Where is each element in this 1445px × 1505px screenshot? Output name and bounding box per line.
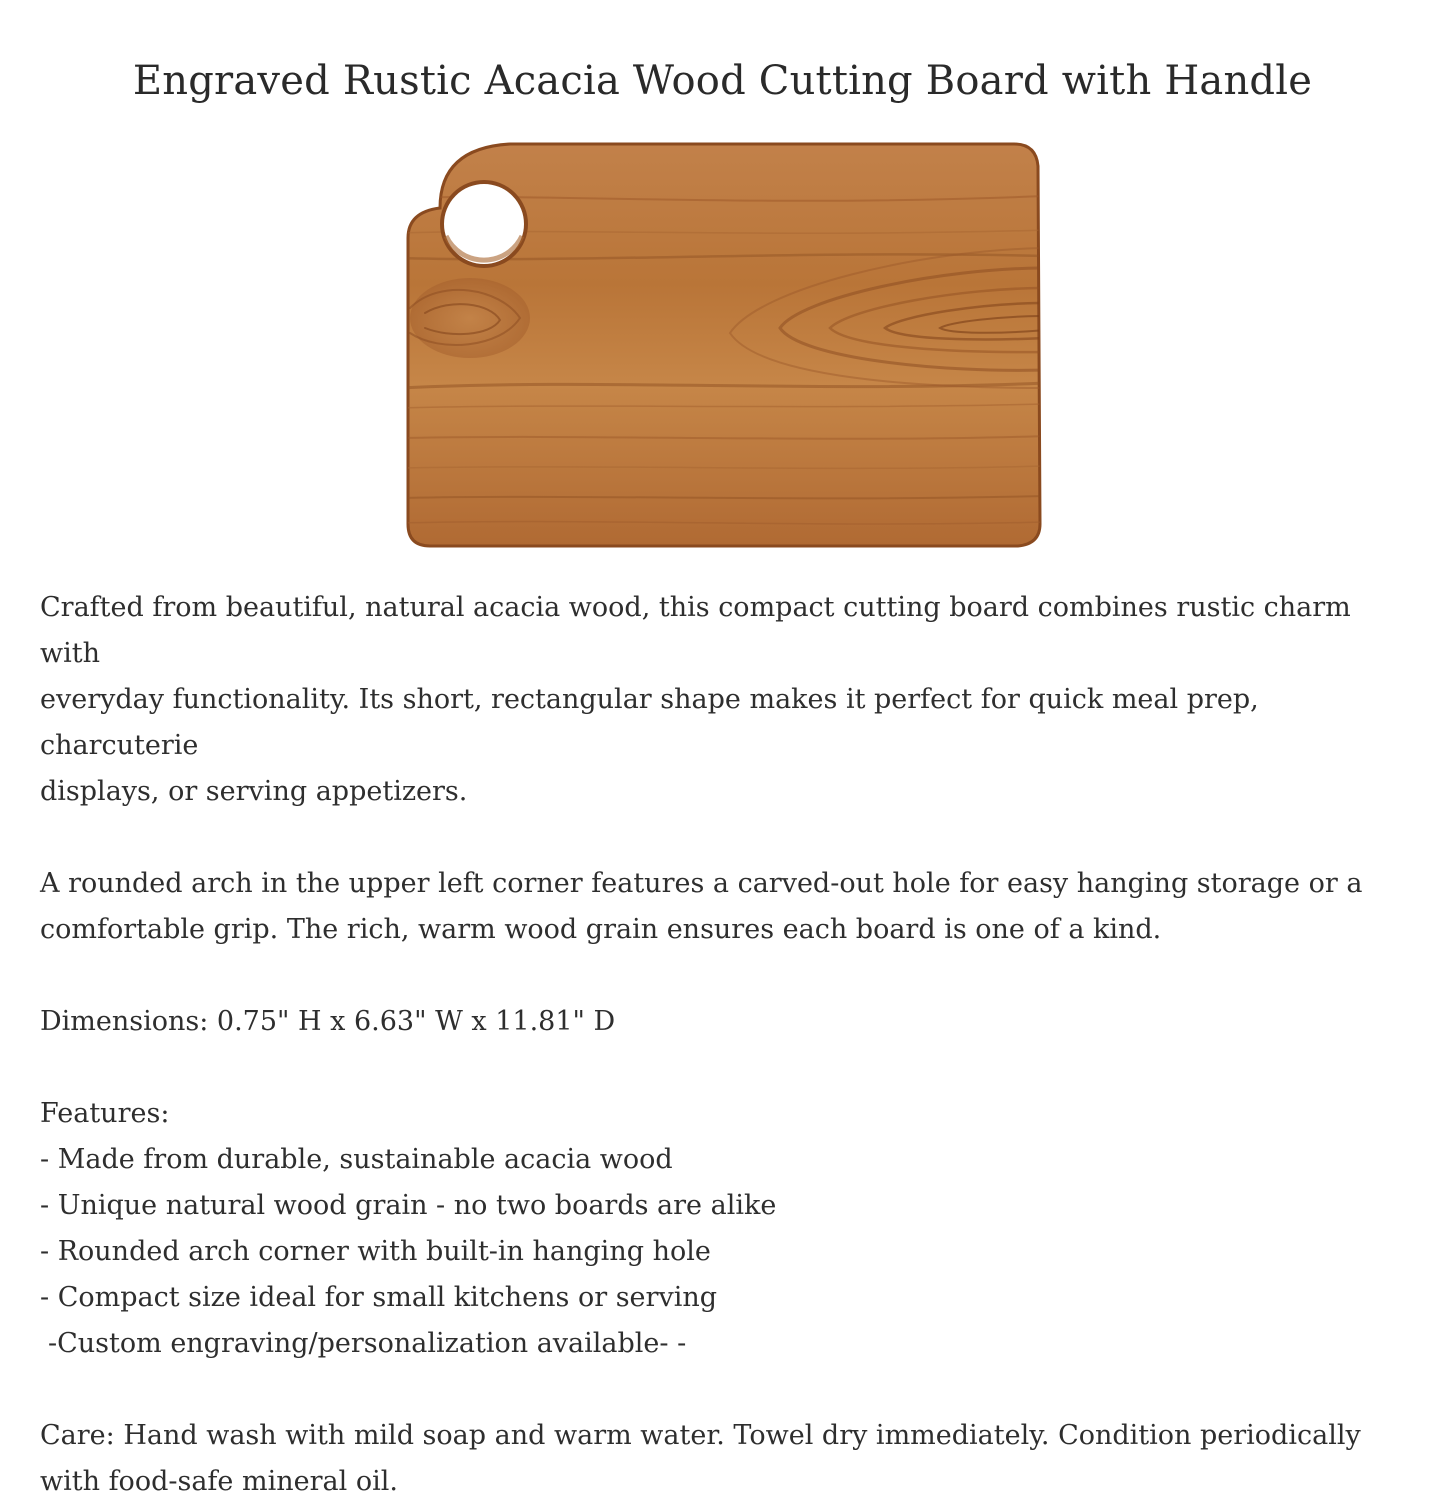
paragraph-spacer [40,953,1410,999]
description-line: A rounded arch in the upper left corner features a carved-out hole for easy hanging storage or a [40,868,1363,899]
care-text: Care: Hand wash with mild soap and warm water. Towel dry immediately. Condition periodically [40,1420,1361,1451]
hanging-hole [442,182,526,266]
dimensions-text: Dimensions: 0.75" H x 6.63" W x 11.81" D [40,1006,616,1037]
paragraph-spacer [40,1045,1410,1091]
description-line: Crafted from beautiful, natural acacia wood, this compact cutting board combines rustic charm with [40,592,1351,669]
description-line: comfortable grip. The rich, warm wood grain ensures each board is one of a kind. [40,914,1162,945]
care-text: with food-safe mineral oil. [40,1466,398,1497]
feature-item: - Compact size ideal for small kitchens or serving [40,1282,718,1313]
features-heading: Features: [40,1098,170,1129]
cutting-board-image [400,138,1046,552]
description-line: everyday functionality. Its short, rectangular shape makes it perfect for quick meal prep, charcuterie [40,684,1259,761]
page-title: Engraved Rustic Acacia Wood Cutting Board with Handle [132,58,1313,104]
description-line: displays, or serving appetizers. [40,776,468,807]
feature-item: - Unique natural wood grain - no two boards are alike [40,1190,777,1221]
feature-item: - Rounded arch corner with built-in hanging hole [40,1236,711,1267]
paragraph-spacer [40,1367,1410,1413]
feature-item: -Custom engraving/personalization available- - [48,1328,687,1359]
product-description [40,585,1410,1505]
paragraph-spacer [40,815,1410,861]
feature-item: - Made from durable, sustainable acacia wood [40,1144,673,1175]
